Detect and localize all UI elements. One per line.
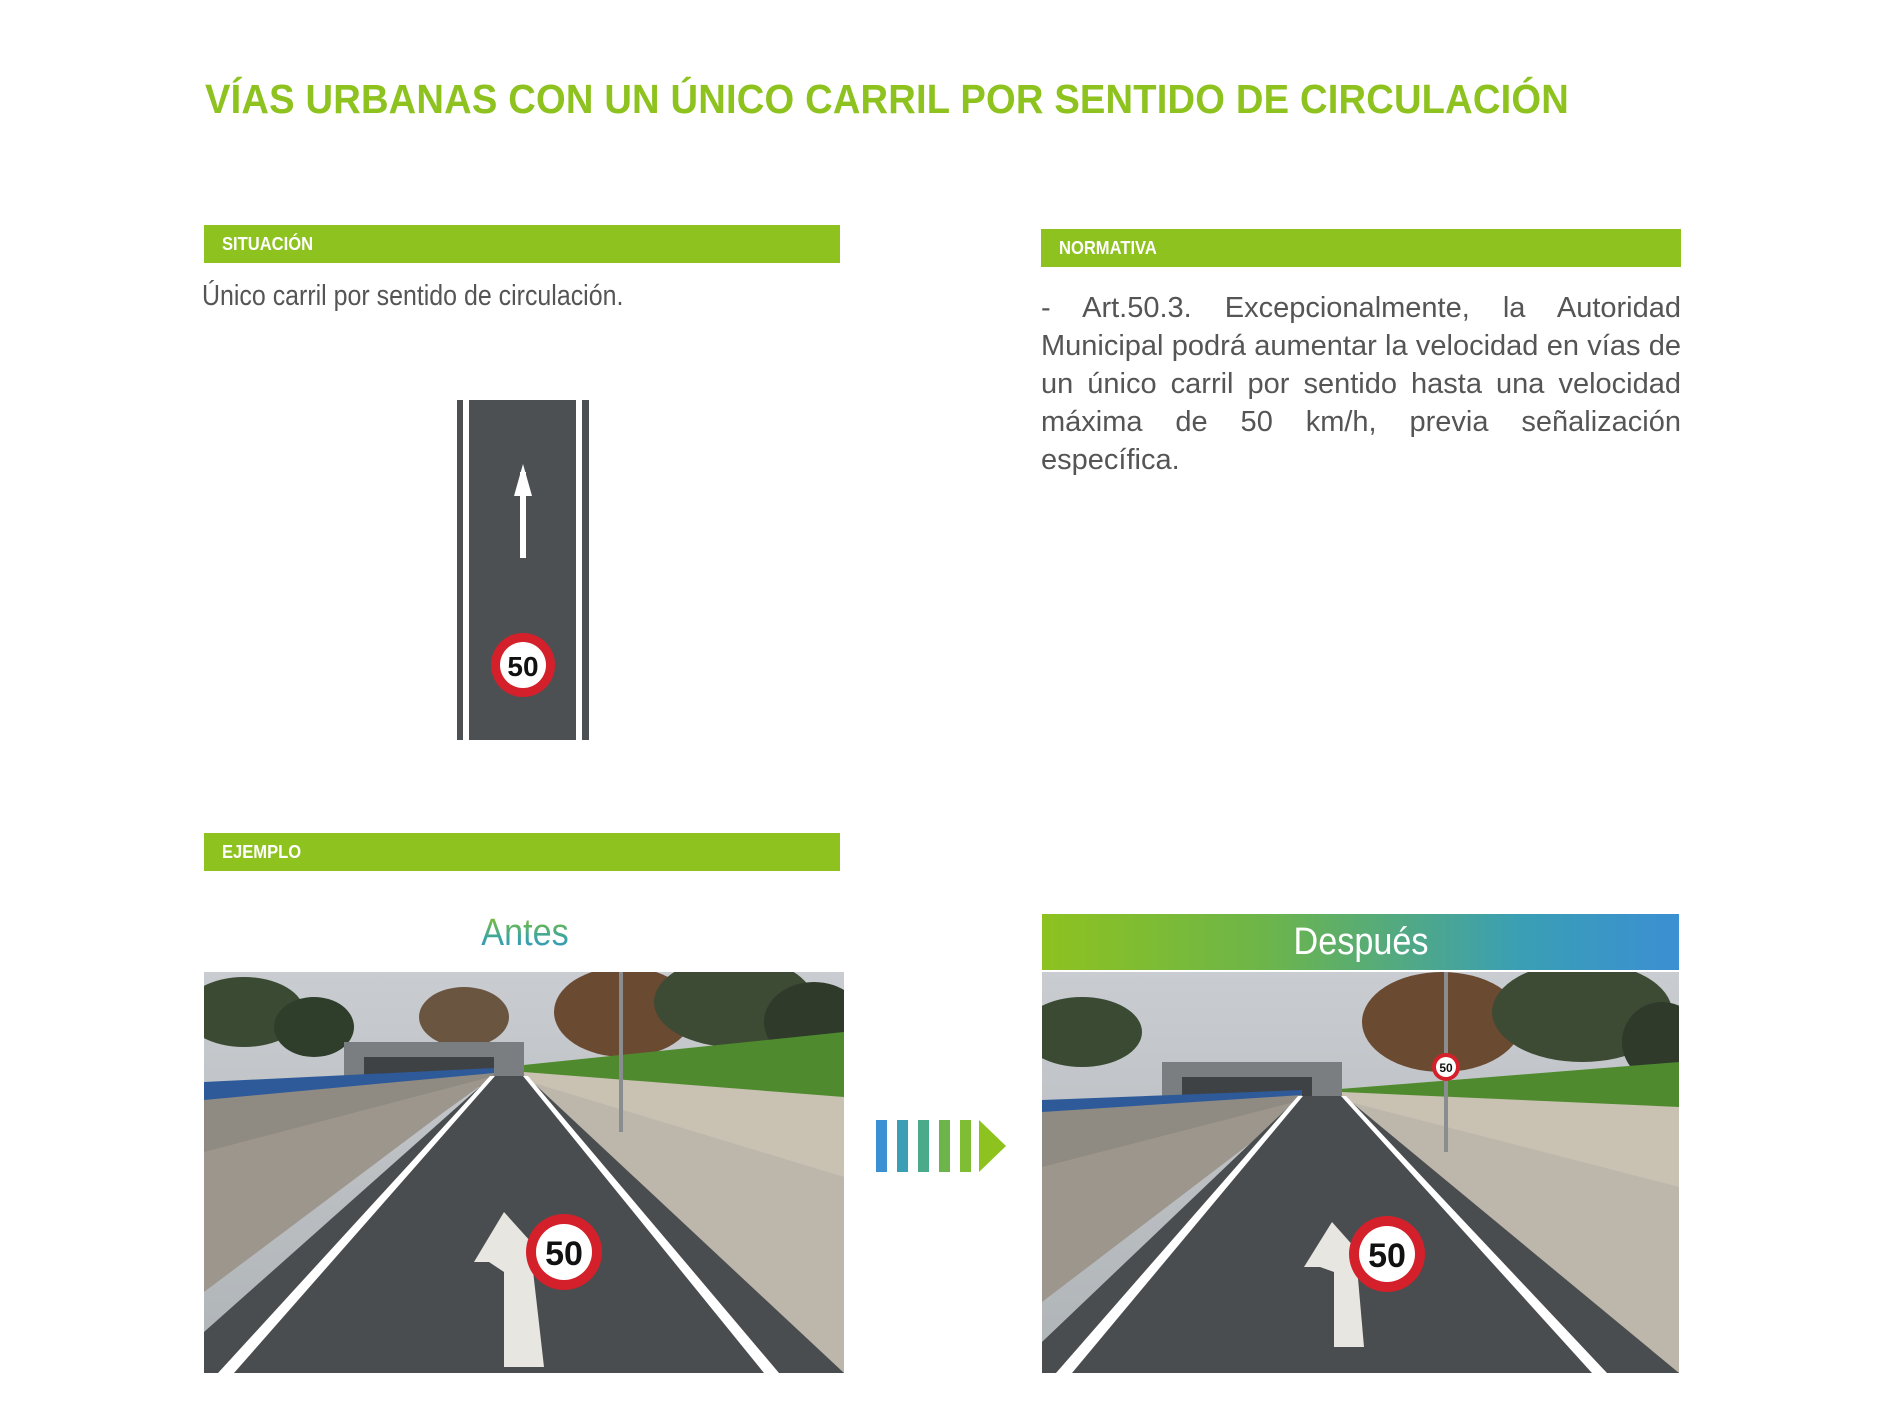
- after-post-sign-value: 50: [1439, 1061, 1453, 1075]
- page-title: VÍAS URBANAS CON UN ÚNICO CARRIL POR SENTIDO DE CIRCULACIÓN: [205, 76, 1569, 122]
- situacion-heading-bar: [204, 225, 840, 263]
- before-label: Antes: [449, 912, 602, 955]
- ejemplo-heading-bar: [204, 833, 840, 871]
- normativa-text: [1041, 289, 1681, 479]
- normativa-heading-bar: [1041, 229, 1681, 267]
- situacion-heading: SITUACIÓN: [222, 234, 314, 254]
- diagram-sign-value: 50: [507, 651, 539, 682]
- after-photo: [1042, 972, 1679, 1373]
- lane-left-line: [463, 400, 469, 740]
- before-photo: [204, 972, 844, 1373]
- road-lane-diagram: [457, 400, 589, 745]
- after-label-bar: [1042, 914, 1679, 970]
- speed-limit-sign-icon: [491, 633, 555, 697]
- after-sign-value: 50: [1368, 1237, 1406, 1275]
- situacion-text: Único carril por sentido de circulación.: [202, 280, 624, 312]
- ejemplo-heading: EJEMPLO: [222, 842, 302, 862]
- lane-right-line: [576, 400, 582, 740]
- after-label: Después: [1292, 921, 1428, 963]
- normativa-paragraph: - Art.50.3. Excepcionalmente, la Autoridad Municipal podrá aumentar la velocidad en vías de un único carril por sentido hasta una velocidad máxima de 50 km/h, previa señalización específica.: [1041, 292, 1681, 476]
- normativa-heading: NORMATIVA: [1059, 238, 1157, 258]
- transition-arrow-icon: [876, 1118, 1008, 1179]
- before-sign-value: 50: [545, 1235, 583, 1273]
